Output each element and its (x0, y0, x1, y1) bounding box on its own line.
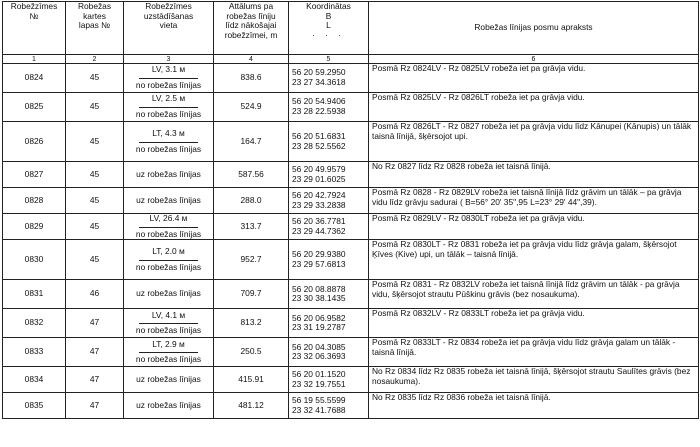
marker-number: 0830 (3, 240, 66, 280)
column-number: 6 (369, 55, 699, 64)
install-place: LT, 4.3 м (152, 127, 185, 138)
coordinates (289, 188, 369, 214)
install-place-note: no robežas līnijas (135, 80, 202, 90)
coordinate-l: 23 30 38.1435 (292, 293, 346, 304)
table-row (3, 280, 699, 309)
coordinates (289, 64, 369, 93)
table-row (3, 64, 699, 93)
map-sheet-number: 47 (66, 393, 124, 419)
install-place-cell (124, 214, 214, 240)
coordinate-l: 23 32 41.7688 (292, 404, 346, 415)
coordinate-b: 56 19 55.5599 (292, 395, 346, 406)
coordinate-b: 56 20 49.9579 (292, 163, 346, 174)
marker-number: 0825 (3, 93, 66, 122)
install-place-cell (124, 122, 214, 162)
install-place-divider (139, 260, 199, 261)
map-sheet-number: 45 (66, 64, 124, 93)
table-row (3, 367, 699, 393)
distance-to-next: 481.12 (214, 393, 289, 419)
segment-description: Posmā Rz 0829LV - Rz 0830LT robeža iet pa grāvja vidu. (369, 214, 699, 240)
coordinates (289, 393, 369, 419)
distance-to-next: 587.56 (214, 162, 289, 188)
header-install-place: Robežzīmes uzstādīšanas vieta (124, 2, 214, 55)
install-place-divider (139, 227, 199, 228)
column-number: 3 (124, 55, 214, 64)
install-place: LT, 2.9 м (152, 338, 185, 349)
coordinates (289, 367, 369, 393)
marker-number: 0827 (3, 162, 66, 188)
map-sheet-number: 45 (66, 214, 124, 240)
coordinate-b: 56 20 01.1520 (292, 369, 346, 380)
coordinates (289, 122, 369, 162)
distance-to-next: 313.7 (214, 214, 289, 240)
coordinate-b: 56 20 51.6831 (292, 130, 346, 141)
distance-to-next: 813.2 (214, 309, 289, 338)
map-sheet-number: 45 (66, 240, 124, 280)
distance-to-next: 164.7 (214, 122, 289, 162)
coordinates (289, 280, 369, 309)
marker-number: 0834 (3, 367, 66, 393)
map-sheet-number: 46 (66, 280, 124, 309)
coordinate-b: 56 20 06.9582 (292, 312, 346, 323)
marker-number: 0831 (3, 280, 66, 309)
coordinate-b: 56 20 59.2950 (292, 67, 346, 78)
coordinate-l: 23 29 33.2838 (292, 199, 346, 210)
coordinate-b: 56 20 29.9380 (292, 249, 346, 260)
distance-to-next: 288.0 (214, 188, 289, 214)
map-sheet-number: 47 (66, 338, 124, 367)
header-coordinates: Koordinātas B L · · · (289, 2, 369, 55)
distance-to-next: 524.9 (214, 93, 289, 122)
segment-description: No Rz 0834 līdz Rz 0835 robeža iet taisnā līnijā, šķērsojot strautu Saulītes grāvis (bez nosaukuma). (369, 367, 699, 393)
map-sheet-number: 45 (66, 93, 124, 122)
coordinates (289, 93, 369, 122)
distance-to-next: 838.6 (214, 64, 289, 93)
distance-to-next: 415.91 (214, 367, 289, 393)
segment-description: Posmā Rz 0833LT - Rz 0834 robeža iet pa grāvja vidu līdz grāvja galam un tālāk - taisnā līnijā. (369, 338, 699, 367)
segment-description: No Rz 0827 līdz Rz 0828 robeža iet taisnā līnijā. (369, 162, 699, 188)
install-place-cell (124, 280, 214, 309)
segment-description: Posmā Rz 0825LV - Rz 0826LT robeža iet pa grāvja vidu. (369, 93, 699, 122)
table-row (3, 240, 699, 280)
header-row (3, 2, 699, 55)
install-place-note: no robežas līnijas (135, 261, 202, 272)
install-place-cell (124, 309, 214, 338)
column-number: 5 (289, 55, 369, 64)
table-row (3, 93, 699, 122)
distance-to-next: 952.7 (214, 240, 289, 280)
coordinate-l: 23 32 06.3693 (292, 351, 346, 362)
install-place: LV, 26.4 м (149, 213, 188, 223)
install-place: uz robežas līnijas (136, 194, 201, 205)
table-row (3, 162, 699, 188)
segment-description: Posmā Rz 0828 - Rz 0829LV robeža iet taisnā līnijā līdz grāvim un tālāk – pa grāvja vidu līdz grāvju sadurai ( B=56° 20' 35",95 L=23° 29' 44",39). (369, 188, 699, 214)
map-sheet-number: 45 (66, 162, 124, 188)
table-row (3, 338, 699, 367)
install-place-note: no robežas līnijas (135, 325, 202, 336)
boundary-table (2, 1, 699, 419)
marker-number: 0829 (3, 214, 66, 240)
install-place-cell (124, 393, 214, 419)
install-place: uz robežas līnijas (136, 288, 201, 299)
marker-number: 0832 (3, 309, 66, 338)
coordinates (289, 214, 369, 240)
install-place-divider (139, 107, 199, 108)
install-place-cell (124, 64, 214, 93)
header-map-sheet: Robežas kartes lapas № (66, 2, 124, 55)
coordinate-l: 23 29 44.7362 (292, 225, 346, 236)
install-place-divider (139, 323, 199, 324)
coordinate-b: 56 20 04.3085 (292, 341, 346, 352)
install-place-cell (124, 162, 214, 188)
install-place-cell (124, 188, 214, 214)
map-sheet-number: 47 (66, 367, 124, 393)
segment-description: Posmā Rz 0832LV - Rz 0833LT robeža iet pa grāvja vidu. (369, 309, 699, 338)
header-distance: Attālums pa robežas līniju līdz nākošajai robežzīmei, m (214, 2, 289, 55)
marker-number: 0835 (3, 393, 66, 419)
coordinates (289, 338, 369, 367)
install-place: uz robežas līnijas (136, 168, 201, 179)
table-row (3, 122, 699, 162)
coordinates (289, 240, 369, 280)
coordinate-l: 23 29 01.6025 (292, 173, 346, 184)
column-number-row (3, 55, 699, 64)
install-place-divider (139, 142, 199, 143)
boundary-description-document (2, 1, 698, 419)
distance-to-next: 709.7 (214, 280, 289, 309)
distance-to-next: 250.5 (214, 338, 289, 367)
install-place: uz robežas līnijas (136, 399, 201, 410)
install-place-note: no robežas līnijas (135, 228, 202, 239)
map-sheet-number: 47 (66, 309, 124, 338)
segment-description: Posmā Rz 0826LT - Rz 0827 robeža iet pa grāvja vidu līdz Kānupei (Kānupis) un tālāk taisnā līnijā, šķērsojot upi. (369, 122, 699, 162)
map-sheet-number: 45 (66, 188, 124, 214)
coordinate-l: 23 28 52.5562 (292, 140, 346, 151)
install-place: LT, 2.0 м (152, 246, 185, 257)
install-place: LV, 3.1 м (151, 64, 186, 75)
header-marker-number: Robežzīmes № (3, 2, 66, 55)
install-place-note: no robežas līnijas (135, 143, 202, 154)
coordinate-l: 23 28 22.5938 (292, 106, 346, 116)
table-row (3, 393, 699, 419)
coordinate-b: 56 20 08.8878 (292, 283, 346, 294)
install-place-divider (139, 352, 199, 353)
install-place: uz robežas līnijas (136, 373, 201, 384)
install-place-cell (124, 367, 214, 393)
column-number: 2 (66, 55, 124, 64)
column-number: 4 (214, 55, 289, 64)
coordinate-l: 23 31 19.2787 (292, 322, 346, 333)
marker-number: 0826 (3, 122, 66, 162)
segment-description: No Rz 0835 līdz Rz 0836 robeža iet taisnā līnijā. (369, 393, 699, 419)
install-place-cell (124, 240, 214, 280)
column-number: 1 (3, 55, 66, 64)
coordinate-l: 23 32 19.7551 (292, 378, 346, 389)
table-row (3, 214, 699, 240)
install-place-note: no robežas līnijas (135, 354, 202, 365)
table-row (3, 309, 699, 338)
segment-description: Posmā Rz 0830LT - Rz 0831 robeža iet pa grāvja vidu līdz grāvja galam, šķērsojot Ķīves (Kive) upi, un tālāk – taisnā līnijā. (369, 240, 699, 280)
install-place: LV, 4.1 м (151, 309, 186, 320)
coordinate-l: 23 29 57.6813 (292, 258, 346, 269)
coordinate-b: 56 20 36.7781 (292, 216, 346, 226)
marker-number: 0828 (3, 188, 66, 214)
header-description: Robežas līnijas posmu apraksts (369, 2, 699, 55)
marker-number: 0824 (3, 64, 66, 93)
install-place: LV, 2.5 м (151, 93, 186, 104)
coordinates (289, 309, 369, 338)
coordinate-b: 56 20 54.9406 (292, 96, 346, 107)
coordinate-l: 23 27 34.3618 (292, 77, 346, 87)
map-sheet-number: 45 (66, 122, 124, 162)
coordinate-b: 56 20 42.7924 (292, 189, 346, 200)
segment-description: Posmā Rz 0831 - Rz 0832LV robeža iet taisnā līnijā līdz grāvim un tālāk - pa grāvja vidu, šķērsojot strautu Pūškinu grāvis (bez nosaukuma). (369, 280, 699, 309)
segment-description: Posmā Rz 0824LV - Rz 0825LV robeža iet pa grāvja vidu. (369, 64, 699, 93)
install-place-note: no robežas līnijas (135, 109, 202, 119)
install-place-divider (139, 78, 199, 79)
install-place-cell (124, 338, 214, 367)
marker-number: 0833 (3, 338, 66, 367)
install-place-cell (124, 93, 214, 122)
coordinates (289, 162, 369, 188)
table-row (3, 188, 699, 214)
